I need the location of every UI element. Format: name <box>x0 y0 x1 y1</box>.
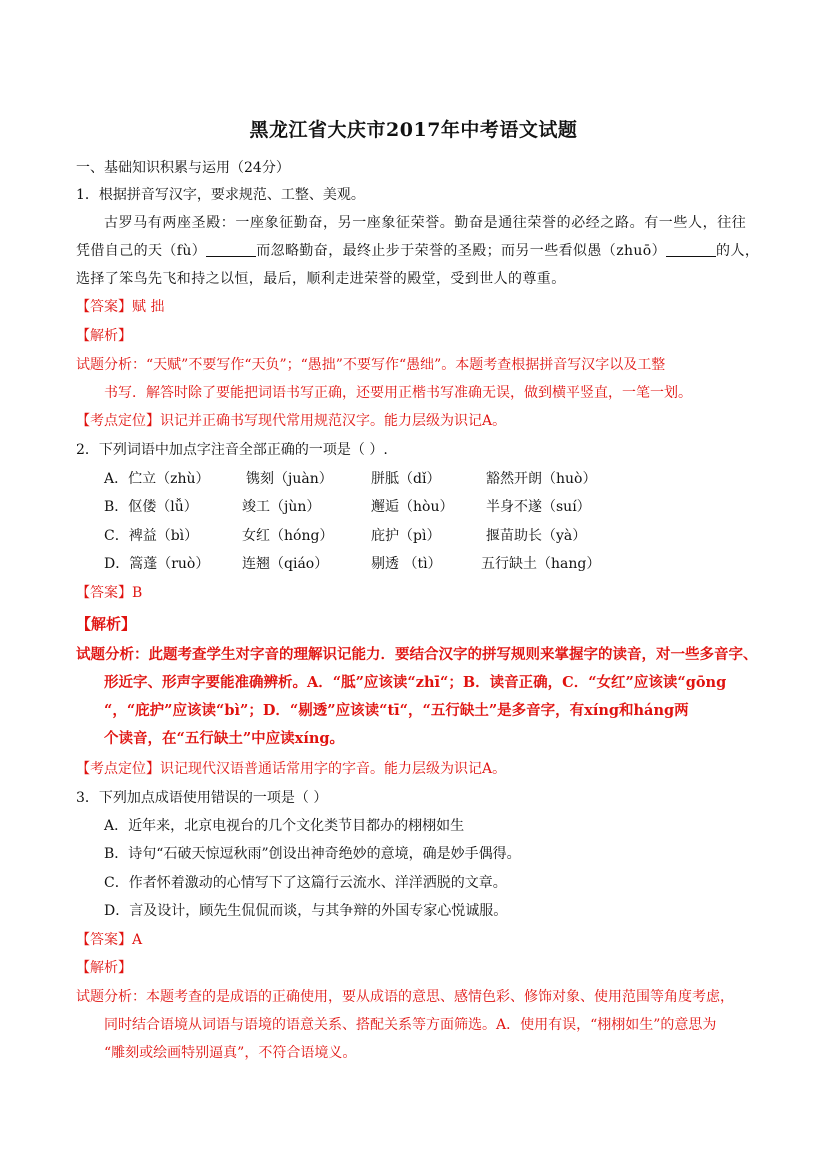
q2-row-a-4: 豁然开朗（huò） <box>486 471 597 487</box>
q3-option-b: B．诗句“石破天惊逗秋雨”创设出神奇绝妙的意境，确是妙手偶得。 <box>104 846 521 862</box>
q3-option-a: A．近年来，北京电视台的几个文化类节目都办的栩栩如生 <box>104 818 465 834</box>
q1-point: 【考点定位】识记并正确书写现代常用规范汉字。能力层级为识记A。 <box>76 413 507 429</box>
q1-analysis-line2: 书写．解答时除了要能把词语书写正确，还要用正楷书写准确无误，做到横平竖直，一笔一划。 <box>104 385 692 401</box>
q2-row-c-2: 女红（hóng） <box>242 528 334 544</box>
q2-row-b-1: B．伛偻（lǚ） <box>104 499 198 515</box>
q1-stem: 1．根据拼音写汉字，要求规范、工整、美观。 <box>76 187 365 203</box>
q2-analysis-line3: “，“庇护”应该读“bì”；D．“剔透”应该读“tī“，“五行缺土”是多音字，有xíng和háng两 <box>104 702 689 719</box>
q1-passage-line2 <box>76 241 759 261</box>
q2-row-d-3: 剔透 （tì） <box>371 556 442 572</box>
q3-stem: 3．下列加点成语使用错误的一项是（ ） <box>76 790 328 806</box>
q2-analysis-tag: 【解析】 <box>76 615 137 633</box>
q3-analysis-tag: 【解析】 <box>76 960 132 976</box>
q2-row-d-4: 五行缺土（hang） <box>481 556 601 572</box>
q2-point: 【考点定位】识记现代汉语普通话常用字的字音。能力层级为识记A。 <box>76 761 507 777</box>
q2-analysis-line1: 试题分析：此题考查学生对字音的理解识记能力．要结合汉字的拼写规则来掌握字的读音，对一些多音字、 <box>76 646 758 663</box>
q2-answer: 【答案】B <box>76 585 143 601</box>
q3-analysis-line3: “雕刻或绘画特别逼真”，不符合语境义。 <box>104 1045 357 1061</box>
q2-row-c-1: C．裨益（bì） <box>104 528 199 544</box>
section-heading: 一、基础知识积累与运用（24分） <box>76 160 290 176</box>
q3-analysis-line2: 同时结合语境从词语与语境的语意关系、搭配关系等方面筛选。A．使用有误，“栩栩如生”的意思为 <box>104 1017 717 1033</box>
q2-row-a-2: 镌刻（juàn） <box>246 471 333 487</box>
q2-stem: 2．下列词语中加点字注音全部正确的一项是（ ）. <box>76 442 388 458</box>
q3-option-d: D．言及设计，顾先生侃侃而谈，与其争辩的外国专家心悦诚服。 <box>104 903 508 919</box>
q1-analysis-tag: 【解析】 <box>76 328 132 344</box>
q3-analysis-line1: 试题分析：本题考查的是成语的正确使用，要从成语的意思、感情色彩、修饰对象、使用范围等角度考虑， <box>76 989 734 1005</box>
q2-row-b-4: 半身不遂（suí） <box>486 499 591 515</box>
q2-row-b-3: 邂逅（hòu） <box>371 499 454 515</box>
q2-row-d-1: D．篙蓬（ruò） <box>104 556 210 572</box>
q2-analysis-line2: 形近字、形声字要能准确辨析。A．“胝”应该读“zhī“；B．读音正确，C．“女红”应该读“gōng <box>104 674 727 691</box>
q1-passage-line1: 古罗马有两座圣殿：一座象征勤奋，另一座象征荣誉。勤奋是通往荣誉的必经之路。有一些人，往往 <box>104 215 747 231</box>
q1-passage-part1: 凭借自己的天（fù） <box>76 243 207 259</box>
q1-blank-2[interactable] <box>666 242 716 257</box>
q2-row-c-4: 揠苗助长（yà） <box>486 528 587 544</box>
page-title: 黑龙江省大庆市2017年中考语文试题 <box>249 119 578 141</box>
q2-row-b-2: 竣工（jùn） <box>242 499 321 515</box>
q3-answer: 【答案】A <box>76 932 143 948</box>
q2-row-a-3: 胼胝（dǐ） <box>371 471 441 487</box>
q2-analysis-line4: 个读音，在“五行缺土”中应读xíng。 <box>104 730 345 747</box>
q2-row-c-3: 庇护（pì） <box>371 528 441 544</box>
q1-passage-part2: 而忽略勤奋，最终止步于荣誉的圣殿；而另一些看似愚（zhuō） <box>256 243 667 259</box>
q1-passage-line3: 选择了笨鸟先飞和持之以恒，最后，顺利走进荣誉的殿堂，受到世人的尊重。 <box>76 271 566 287</box>
q3-option-c: C．作者怀着激动的心情写下了这篇行云流水、洋洋洒脱的文章。 <box>104 875 507 891</box>
q2-row-a-1: A．伫立（zhù） <box>104 471 210 487</box>
q1-analysis-line1: 试题分析：“天赋”不要写作“天负”；“愚拙”不要写作“愚绌”。本题考查根据拼音写汉字以及工整 <box>76 357 666 373</box>
q2-row-d-2: 连翘（qiáo） <box>242 556 329 572</box>
q1-answer: 【答案】赋 拙 <box>76 299 165 315</box>
q1-passage-part3: 的人， <box>716 243 760 259</box>
q1-blank-1[interactable] <box>206 242 256 257</box>
